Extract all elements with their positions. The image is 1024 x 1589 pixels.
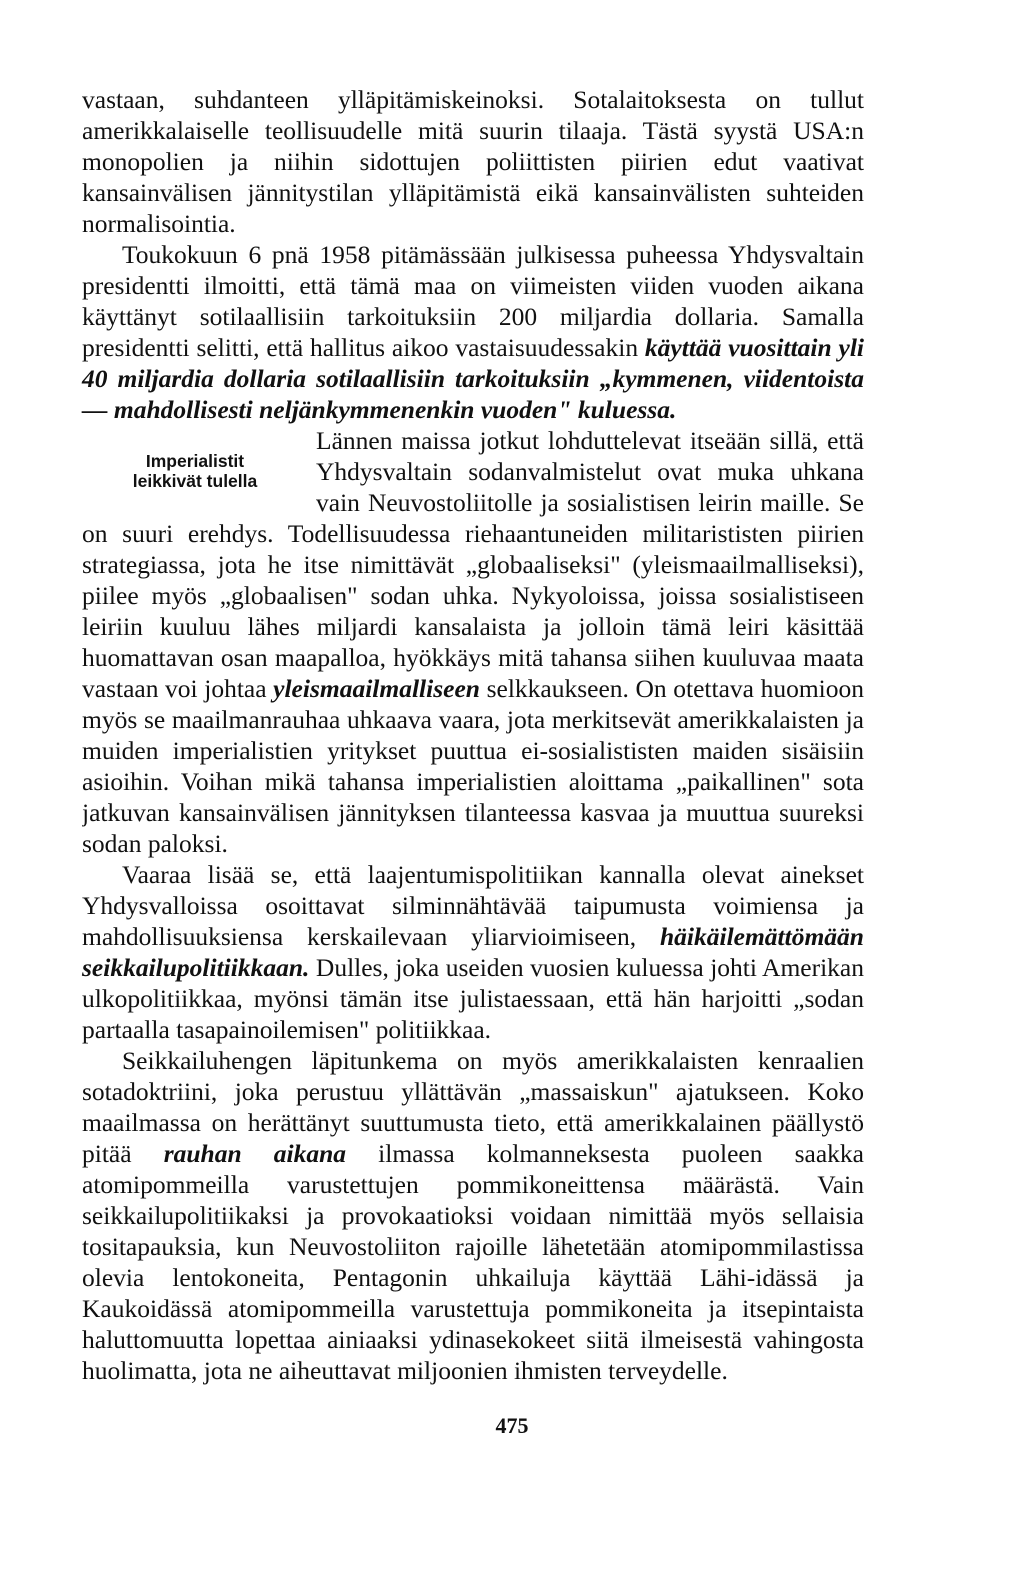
paragraph-1-text: vastaan, suhdanteen ylläpitämiskeinoksi. Sotalaitoksesta on tullut amerikkalaiselle teollisuudelle mitä suurin tilaaja. Tästä syystä USA:n monopolien ja niihin sidottujen poliittisten piirien edut vaativat kansainvälisen jännitystilan ylläpitämistä eikä kansainvälisten suhteiden normalisointia. bbox=[82, 85, 864, 238]
paragraph-1 bbox=[82, 84, 864, 239]
paragraph-5-emphasis: rauhan aikana bbox=[163, 1139, 347, 1168]
paragraph-2 bbox=[82, 239, 864, 425]
margin-note-line-1: Imperialistit bbox=[145, 451, 245, 471]
paragraph-5-text-a: Seikkailuhengen läpitunkema on myös amerikkalaisten kenraalien sotadoktriini, joka perustuu yllättävän „massaiskun" ajatukseen. Koko maailmassa on herättänyt suuttumusta tieto, että amerikkalainen päällystö pitää bbox=[82, 1046, 864, 1168]
paragraph-5-text-b: ilmassa kolmanneksesta puoleen saakka atomipommeilla varustettujen pommikoneittensa määrästä. Vain seikkailupolitiikaksi ja provokaatioksi voidaan nimittää myös sellaisia tositapauksia, kun Neuvostoliiton rajoille lähetetään atomipommilastissa olevia lentokoneita, Pentagonin uhkailuja käyttää Lähi-idässä ja Kaukoidässä atomipommeilla varustettuja pommikoneita ja itsepintaista haluttomuutta lopettaa ainiaaksi ydinasekokeet siitä ilmeisestä vahingosta huolimatta, jota ne aiheuttavat miljoonien ihmisten terveydelle. bbox=[82, 1139, 864, 1385]
paragraph-2-text: Toukokuun 6 pnä 1958 pitämässään julkisessa puheessa Yhdysvaltain presidentti ilmoitti, että tämä maa on viimeisten viiden vuoden aikana käyttänyt sotilaallisiin tarkoituksiin 200 miljardia dollaria. Samalla presidentti selitti, että hallitus aikoo vastaisuudessakin bbox=[82, 240, 864, 362]
paragraph-2-emphasis: käyttää vuosittain yli 40 miljardia dollaria sotilaallisiin tarkoituksiin „kymmenen, viidentoista — mahdollisesti neljänkymmenenkin vuoden" kuluessa. bbox=[82, 333, 864, 424]
paragraph-3-text-a: Lännen maissa jotkut lohduttelevat itseään sillä, että Yhdysvaltain sodanvalmistelut ovat muka uhkana vain Neuvostoliitolle ja sosialistisen leirin maille. Se on suuri erehdys. Todellisuudessa riehaantuneiden militarististen piirien strategiassa, jota he itse nimittävät „globaaliseksi" (yleismaailmalliseksi), piilee myös „globaalisen" sodan uhka. Nykyoloissa, joissa sosialistiseen leiriin kuuluu lähes miljardi kansalaista ja jolloin tämä leiri käsittää huomattavan osan maapalloa, hyökkäys mitä tahansa siihen kuuluvaa maata vastaan voi johtaa bbox=[82, 426, 864, 703]
paragraph-3-emphasis: yleismaailmalliseen bbox=[273, 674, 480, 703]
paragraph-5 bbox=[82, 1045, 864, 1386]
page-number: 475 bbox=[495, 1413, 529, 1438]
section-with-margin-note bbox=[82, 425, 864, 859]
paragraph-4 bbox=[82, 859, 864, 1045]
paragraph-4-emphasis: häikäilemättömään seikkailupolitiikkaan. bbox=[82, 922, 864, 982]
paragraph-3-text-b: selkkaukseen. On otettava huomioon myös se maailmanrauhaa uhkaava vaara, jota merkitsevät amerikkalaisten ja muiden imperialistien yritykset puuttua ei-sosialististen maiden sisäisiin asioihin. Voihan mikä tahansa imperialistien aloittama „paikallinen" sota jatkuvan kansainvälisen jännityksen tilanteessa kasvaa ja muuttua suureksi sodan paloksi. bbox=[82, 674, 864, 858]
margin-note bbox=[82, 451, 308, 491]
paragraph-4-text-b: Dulles, joka useiden vuosien kuluessa johti Amerikan ulkopolitiikkaa, myönsi tämän itse julistaessaan, että hän harjoitti „sodan partaalla tasapainoilemisen" politiikkaa. bbox=[82, 953, 864, 1044]
margin-note-line-2: leikkivät tulella bbox=[132, 471, 258, 491]
paragraph-4-text-a: Vaaraa lisää se, että laajentumispolitiikan kannalla olevat ainekset Yhdysvalloissa osoittavat silminnähtävää taipumusta voimiensa ja mahdollisuuksiensa kerskailevaan yliarvioimiseen, bbox=[82, 860, 864, 951]
